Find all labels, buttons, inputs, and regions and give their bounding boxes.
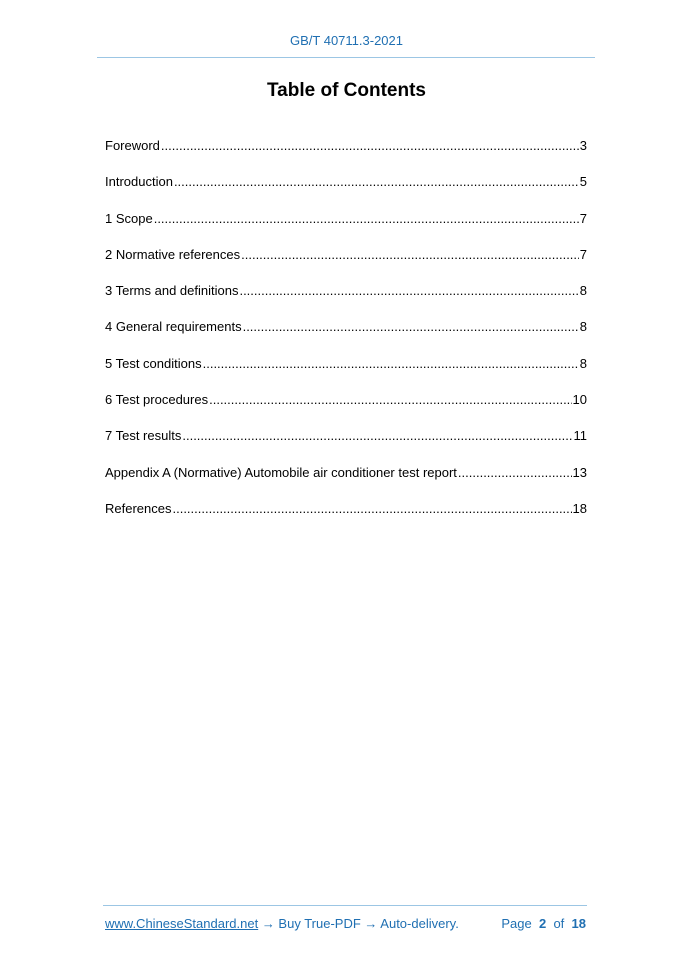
toc-entry-scope[interactable]	[105, 210, 587, 246]
toc-entry-test-results[interactable]	[105, 427, 587, 463]
toc-leader-dots	[154, 210, 579, 228]
toc-leader-dots	[243, 318, 579, 336]
toc-page-number: 8	[579, 319, 587, 335]
footer-promo	[105, 916, 459, 931]
toc-page-number: 5	[579, 174, 587, 190]
toc-entry-label: References	[105, 500, 172, 516]
toc-page-number: 7	[579, 246, 587, 262]
toc-leader-dots	[174, 173, 579, 191]
toc-leader-dots	[182, 427, 572, 445]
toc-leader-dots	[172, 500, 571, 518]
toc-leader-dots	[161, 137, 579, 155]
current-page-number: 2	[538, 916, 547, 931]
toc-leader-dots	[241, 246, 579, 264]
toc-entry-foreword[interactable]	[105, 137, 587, 173]
toc-leader-dots	[458, 464, 572, 482]
toc-leader-dots	[239, 282, 578, 300]
table-of-contents	[105, 137, 587, 536]
of-word: of	[553, 916, 565, 931]
toc-entry-test-conditions[interactable]	[105, 355, 587, 391]
header-divider	[97, 57, 595, 58]
toc-page-number: 7	[579, 210, 587, 226]
toc-entry-label: 7 Test results	[105, 428, 182, 444]
footer-divider	[103, 905, 587, 906]
toc-entry-label: 5 Test conditions	[105, 355, 202, 371]
page-footer	[105, 916, 586, 931]
toc-entry-label: Introduction	[105, 174, 173, 190]
toc-entry-test-procedures[interactable]	[105, 391, 587, 427]
toc-page-number: 11	[573, 428, 587, 444]
toc-entry-normative-references[interactable]	[105, 246, 587, 282]
toc-entry-label: Appendix A (Normative) Automobile air conditioner test report	[105, 464, 457, 480]
toc-page-number: 3	[579, 138, 587, 153]
running-header: GB/T 40711.3-2021	[290, 33, 403, 48]
toc-page-number: 10	[572, 392, 587, 408]
toc-leader-dots	[203, 355, 579, 373]
toc-leader-dots	[209, 391, 571, 409]
toc-entry-label: 6 Test procedures	[105, 392, 209, 408]
website-link[interactable]: www.ChineseStandard.net	[105, 916, 259, 931]
toc-page-number: 13	[572, 464, 587, 480]
footer-promo-text: → Buy True-PDF → Auto-delivery.	[258, 916, 459, 931]
toc-page-number: 8	[579, 283, 587, 299]
toc-page-number: 8	[579, 355, 587, 371]
toc-entry-references[interactable]	[105, 500, 587, 536]
toc-entry-appendix-a[interactable]	[105, 464, 587, 500]
toc-entry-label: 4 General requirements	[105, 319, 242, 335]
toc-page-number: 18	[572, 500, 587, 516]
page-title: Table of Contents	[266, 80, 427, 101]
toc-entry-label: Foreword	[105, 138, 160, 153]
total-page-count: 18	[571, 916, 586, 931]
toc-entry-introduction[interactable]	[105, 173, 587, 209]
page-indicator	[501, 916, 586, 931]
toc-entry-terms-and-definitions[interactable]	[105, 282, 587, 318]
toc-entry-label: 3 Terms and definitions	[105, 283, 239, 299]
toc-entry-label: 2 Normative references	[105, 246, 241, 262]
page-word: Page	[501, 916, 532, 931]
toc-entry-label: 1 Scope	[105, 210, 153, 226]
toc-entry-general-requirements[interactable]	[105, 318, 587, 354]
